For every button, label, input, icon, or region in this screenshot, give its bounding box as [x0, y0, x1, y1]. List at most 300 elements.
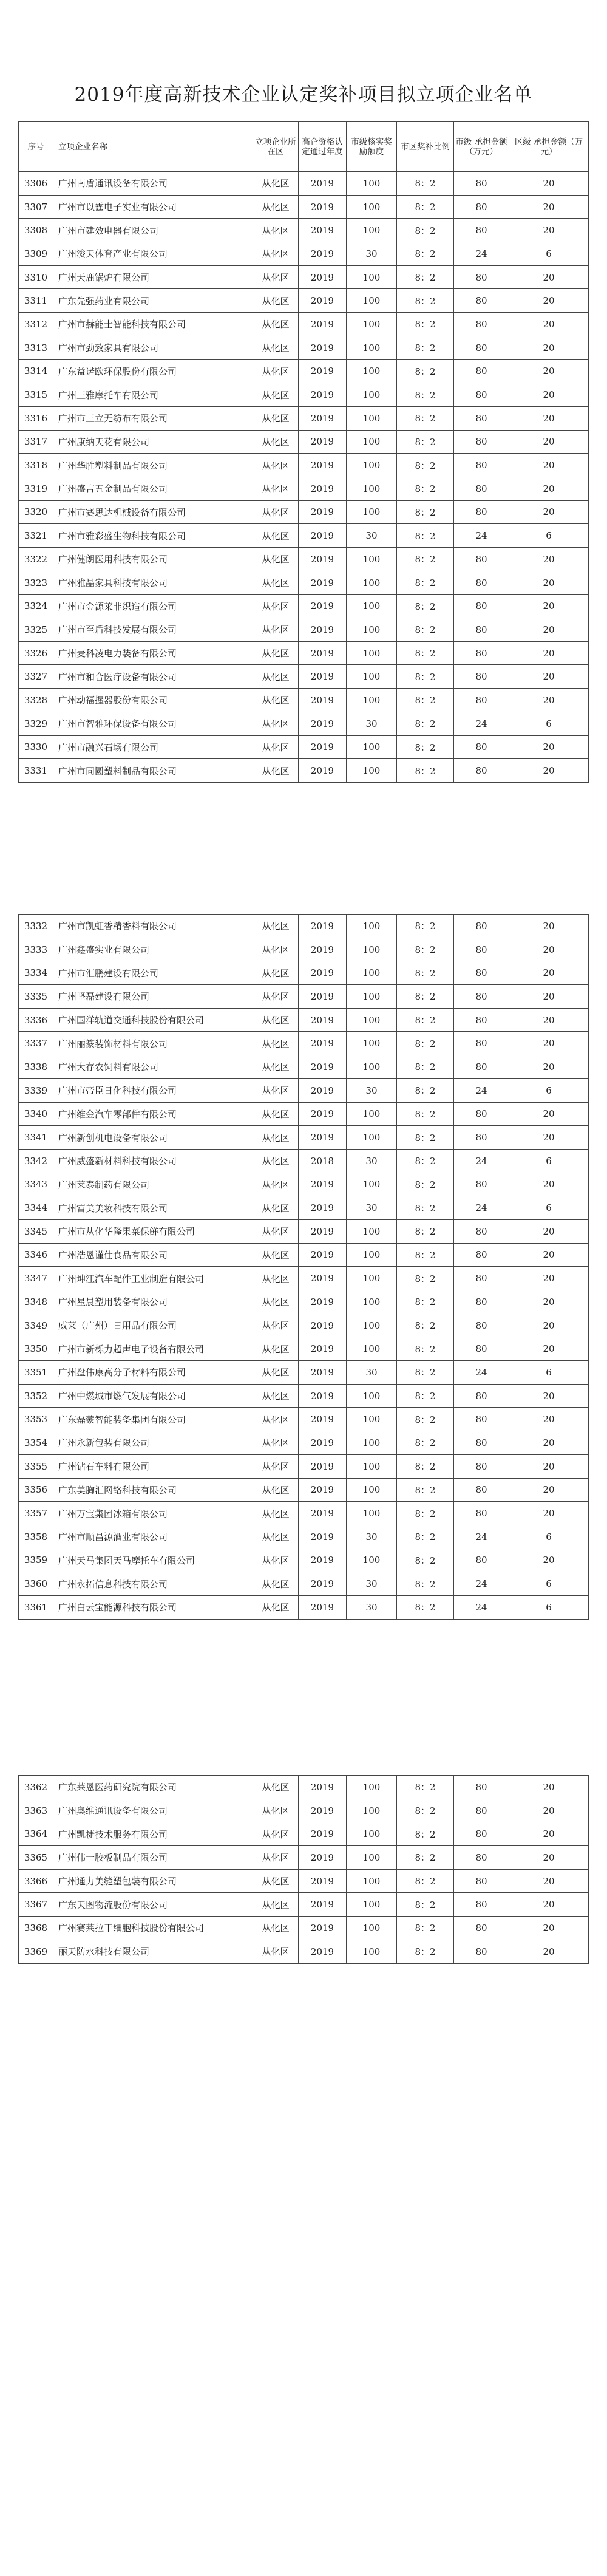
cell-city-award: 100: [347, 219, 397, 242]
cell-city-amount: 80: [454, 1917, 509, 1940]
cell-city-award: 100: [347, 265, 397, 289]
cell-district: 从化区: [253, 1799, 299, 1822]
cell-company-name: 广东莱恩医药研究院有限公司: [53, 1776, 253, 1799]
cell-city-award: 100: [347, 1549, 397, 1572]
table-row: [19, 1290, 589, 1314]
cell-district-amount: 20: [509, 289, 589, 313]
cell-ratio: 8：2: [397, 383, 454, 407]
cell-district: 从化区: [253, 1454, 299, 1478]
cell-index: 3349: [19, 1314, 53, 1337]
table-row: [19, 1595, 589, 1619]
table-row: [19, 1149, 589, 1173]
cell-city-amount: 80: [454, 1454, 509, 1478]
cell-city-award: 100: [347, 1454, 397, 1478]
cell-ratio: 8：2: [397, 1032, 454, 1055]
cell-city-award: 100: [347, 595, 397, 618]
cell-ratio: 8：2: [397, 242, 454, 266]
table-row: [19, 915, 589, 938]
cell-district: 从化区: [253, 219, 299, 242]
cell-ratio: 8：2: [397, 1384, 454, 1408]
cell-index: 3310: [19, 265, 53, 289]
cell-city-award: 100: [347, 289, 397, 313]
cell-company-name: 广州大存农饲料有限公司: [53, 1055, 253, 1079]
cell-ratio: 8：2: [397, 712, 454, 735]
cell-district: 从化区: [253, 1549, 299, 1572]
table-row: [19, 618, 589, 642]
cell-index: 3352: [19, 1384, 53, 1408]
cell-company-name: 广州市帝臣日化科技有限公司: [53, 1078, 253, 1102]
cell-ratio: 8：2: [397, 406, 454, 430]
cell-company-name: 威莱（广州）日用品有限公司: [53, 1314, 253, 1337]
cell-index: 3313: [19, 336, 53, 359]
cell-city-amount: 80: [454, 430, 509, 454]
cell-cert-year: 2019: [299, 915, 347, 938]
cell-cert-year: 2019: [299, 1243, 347, 1267]
cell-ratio: 8：2: [397, 1869, 454, 1893]
cell-ratio: 8：2: [397, 1502, 454, 1525]
cell-company-name: 广州盘伟康高分子材料有限公司: [53, 1361, 253, 1385]
cell-ratio: 8：2: [397, 735, 454, 759]
cell-company-name: 广州天鹿锅炉有限公司: [53, 265, 253, 289]
cell-city-amount: 80: [454, 985, 509, 1009]
cell-district: 从化区: [253, 548, 299, 571]
cell-district: 从化区: [253, 595, 299, 618]
cell-district: 从化区: [253, 689, 299, 712]
cell-district: 从化区: [253, 1243, 299, 1267]
cell-ratio: 8：2: [397, 618, 454, 642]
header-ratio: 市区奖补比例: [397, 122, 454, 172]
cell-cert-year: 2019: [299, 1869, 347, 1893]
cell-company-name: 广州市雅彩盛生物科技有限公司: [53, 524, 253, 548]
cell-ratio: 8：2: [397, 1102, 454, 1126]
cell-company-name: 广东先强药业有限公司: [53, 289, 253, 313]
cell-city-award: 100: [347, 618, 397, 642]
cell-city-amount: 24: [454, 1078, 509, 1102]
cell-city-amount: 80: [454, 548, 509, 571]
cell-district: 从化区: [253, 524, 299, 548]
cell-district: 从化区: [253, 1173, 299, 1196]
cell-index: 3353: [19, 1408, 53, 1431]
cell-company-name: 广州麦科凌电力装备有限公司: [53, 641, 253, 665]
cell-district-amount: 20: [509, 454, 589, 477]
cell-city-amount: 80: [454, 1940, 509, 1963]
cell-district-amount: 20: [509, 1008, 589, 1032]
cell-cert-year: 2019: [299, 406, 347, 430]
cell-company-name: 广州市新栎力超声电子设备有限公司: [53, 1337, 253, 1361]
cell-district-amount: 20: [509, 477, 589, 500]
cell-index: 3326: [19, 641, 53, 665]
cell-city-award: 100: [347, 500, 397, 524]
cell-city-award: 100: [347, 1478, 397, 1502]
cell-city-award: 100: [347, 735, 397, 759]
cell-city-award: 100: [347, 313, 397, 336]
cell-district-amount: 20: [509, 1549, 589, 1572]
cell-ratio: 8：2: [397, 336, 454, 359]
cell-city-amount: 80: [454, 1776, 509, 1799]
cell-index: 3356: [19, 1478, 53, 1502]
cell-district-amount: 6: [509, 1361, 589, 1385]
cell-company-name: 广州市凯虹香精香料有限公司: [53, 915, 253, 938]
cell-district: 从化区: [253, 242, 299, 266]
cell-ratio: 8：2: [397, 1846, 454, 1870]
cell-company-name: 广东天图物流股份有限公司: [53, 1893, 253, 1917]
cell-district-amount: 6: [509, 524, 589, 548]
cell-cert-year: 2019: [299, 1940, 347, 1963]
cell-city-amount: 24: [454, 1196, 509, 1220]
cell-district-amount: 20: [509, 1822, 589, 1846]
cell-cert-year: 2019: [299, 712, 347, 735]
cell-city-award: 100: [347, 172, 397, 196]
cell-city-amount: 80: [454, 195, 509, 219]
cell-city-amount: 80: [454, 289, 509, 313]
cell-district-amount: 6: [509, 712, 589, 735]
cell-ratio: 8：2: [397, 500, 454, 524]
cell-city-amount: 80: [454, 1478, 509, 1502]
table-row: [19, 689, 589, 712]
cell-cert-year: 2019: [299, 242, 347, 266]
cell-city-amount: 80: [454, 500, 509, 524]
cell-cert-year: 2019: [299, 938, 347, 961]
cell-city-award: 100: [347, 665, 397, 689]
cell-index: 3335: [19, 985, 53, 1009]
cell-district-amount: 20: [509, 383, 589, 407]
cell-district-amount: 20: [509, 571, 589, 595]
cell-cert-year: 2019: [299, 1219, 347, 1243]
cell-district-amount: 6: [509, 1572, 589, 1596]
cell-ratio: 8：2: [397, 1822, 454, 1846]
cell-cert-year: 2019: [299, 430, 347, 454]
table-row: [19, 219, 589, 242]
cell-cert-year: 2019: [299, 1314, 347, 1337]
cell-city-award: 100: [347, 548, 397, 571]
cell-cert-year: 2019: [299, 1290, 347, 1314]
cell-district-amount: 20: [509, 1454, 589, 1478]
table-row: [19, 1940, 589, 1963]
cell-ratio: 8：2: [397, 1776, 454, 1799]
cell-district-amount: 20: [509, 689, 589, 712]
cell-cert-year: 2019: [299, 961, 347, 985]
cell-district: 从化区: [253, 1572, 299, 1596]
cell-company-name: 广东磊蒙智能装备集团有限公司: [53, 1408, 253, 1431]
table-row: [19, 1337, 589, 1361]
cell-district: 从化区: [253, 1869, 299, 1893]
company-table-page-2: [18, 914, 589, 1620]
cell-city-amount: 80: [454, 172, 509, 196]
table-row: [19, 1776, 589, 1799]
cell-city-award: 100: [347, 1267, 397, 1290]
cell-district-amount: 20: [509, 1846, 589, 1870]
cell-index: 3314: [19, 359, 53, 383]
cell-district: 从化区: [253, 406, 299, 430]
cell-cert-year: 2019: [299, 1454, 347, 1478]
cell-index: 3309: [19, 242, 53, 266]
cell-company-name: 广州威盛新材料科技有限公司: [53, 1149, 253, 1173]
cell-district-amount: 20: [509, 665, 589, 689]
table-row: [19, 195, 589, 219]
cell-district-amount: 20: [509, 1478, 589, 1502]
cell-company-name: 广州天马集团天马摩托车有限公司: [53, 1549, 253, 1572]
cell-city-award: 100: [347, 938, 397, 961]
cell-city-award: 100: [347, 1799, 397, 1822]
cell-district: 从化区: [253, 1776, 299, 1799]
cell-index: 3361: [19, 1595, 53, 1619]
table-row: [19, 1846, 589, 1870]
cell-cert-year: 2019: [299, 265, 347, 289]
table-row: [19, 759, 589, 783]
table-row: [19, 500, 589, 524]
cell-cert-year: 2019: [299, 195, 347, 219]
cell-ratio: 8：2: [397, 1196, 454, 1220]
cell-district-amount: 20: [509, 618, 589, 642]
cell-city-amount: 80: [454, 1822, 509, 1846]
cell-cert-year: 2019: [299, 524, 347, 548]
cell-cert-year: 2019: [299, 1502, 347, 1525]
cell-index: 3320: [19, 500, 53, 524]
cell-cert-year: 2019: [299, 1384, 347, 1408]
table-row: [19, 1243, 589, 1267]
cell-city-amount: 24: [454, 1525, 509, 1549]
cell-city-amount: 24: [454, 1361, 509, 1385]
cell-city-amount: 24: [454, 242, 509, 266]
cell-city-amount: 80: [454, 383, 509, 407]
cell-company-name: 广州康纳天花有限公司: [53, 430, 253, 454]
cell-district: 从化区: [253, 759, 299, 783]
cell-index: 3348: [19, 1290, 53, 1314]
cell-district: 从化区: [253, 1055, 299, 1079]
header-company-name: 立项企业名称: [53, 122, 253, 172]
cell-cert-year: 2019: [299, 759, 347, 783]
cell-cert-year: 2019: [299, 1196, 347, 1220]
cell-ratio: 8：2: [397, 172, 454, 196]
cell-district: 从化区: [253, 1361, 299, 1385]
cell-ratio: 8：2: [397, 1055, 454, 1079]
cell-ratio: 8：2: [397, 1431, 454, 1455]
table-row: [19, 1822, 589, 1846]
cell-ratio: 8：2: [397, 665, 454, 689]
page-title: 2019年度高新技术企业认定奖补项目拟立项企业名单: [74, 84, 533, 106]
table-row: [19, 242, 589, 266]
cell-company-name: 广州市汇鹏建设有限公司: [53, 961, 253, 985]
table-row: [19, 1525, 589, 1549]
table-row: [19, 1549, 589, 1572]
cell-index: 3312: [19, 313, 53, 336]
cell-cert-year: 2019: [299, 1799, 347, 1822]
cell-district: 从化区: [253, 1502, 299, 1525]
cell-city-amount: 80: [454, 1799, 509, 1822]
cell-district: 从化区: [253, 1478, 299, 1502]
cell-cert-year: 2019: [299, 172, 347, 196]
cell-district-amount: 20: [509, 1102, 589, 1126]
cell-index: 3307: [19, 195, 53, 219]
cell-company-name: 广州伟一胶板制品有限公司: [53, 1846, 253, 1870]
cell-index: 3329: [19, 712, 53, 735]
table-row: [19, 313, 589, 336]
cell-district-amount: 20: [509, 265, 589, 289]
cell-company-name: 广州凯捷技术服务有限公司: [53, 1822, 253, 1846]
cell-city-award: 100: [347, 1822, 397, 1846]
cell-district: 从化区: [253, 1408, 299, 1431]
cell-index: 3331: [19, 759, 53, 783]
table-row: [19, 1032, 589, 1055]
cell-city-award: 100: [347, 1102, 397, 1126]
cell-ratio: 8：2: [397, 1267, 454, 1290]
cell-index: 3351: [19, 1361, 53, 1385]
table-row: [19, 336, 589, 359]
cell-index: 3321: [19, 524, 53, 548]
cell-district-amount: 20: [509, 1126, 589, 1150]
cell-cert-year: 2019: [299, 477, 347, 500]
cell-index: 3340: [19, 1102, 53, 1126]
cell-company-name: 广州市三立无纺布有限公司: [53, 406, 253, 430]
cell-index: 3368: [19, 1917, 53, 1940]
table-row: [19, 571, 589, 595]
cell-cert-year: 2019: [299, 1549, 347, 1572]
table-row: [19, 477, 589, 500]
cell-city-award: 100: [347, 1893, 397, 1917]
cell-district: 从化区: [253, 961, 299, 985]
cell-index: 3316: [19, 406, 53, 430]
cell-city-amount: 80: [454, 1173, 509, 1196]
cell-city-amount: 24: [454, 1595, 509, 1619]
cell-index: 3334: [19, 961, 53, 985]
cell-cert-year: 2019: [299, 1776, 347, 1799]
cell-index: 3347: [19, 1267, 53, 1290]
cell-district-amount: 20: [509, 1917, 589, 1940]
cell-city-amount: 24: [454, 1149, 509, 1173]
cell-company-name: 广州维金汽车零部件有限公司: [53, 1102, 253, 1126]
cell-district-amount: 20: [509, 595, 589, 618]
cell-company-name: 广州市智雅环保设备有限公司: [53, 712, 253, 735]
cell-company-name: 广州健朗医用科技有限公司: [53, 548, 253, 571]
cell-city-amount: 80: [454, 938, 509, 961]
cell-ratio: 8：2: [397, 313, 454, 336]
cell-district: 从化区: [253, 1290, 299, 1314]
table-header-row: [19, 122, 589, 172]
cell-city-award: 100: [347, 195, 397, 219]
cell-district: 从化区: [253, 985, 299, 1009]
cell-district: 从化区: [253, 289, 299, 313]
cell-district-amount: 20: [509, 1290, 589, 1314]
cell-city-amount: 80: [454, 618, 509, 642]
cell-city-award: 30: [347, 712, 397, 735]
table-row: [19, 1431, 589, 1455]
cell-district-amount: 20: [509, 641, 589, 665]
cell-cert-year: 2019: [299, 1846, 347, 1870]
cell-index: 3333: [19, 938, 53, 961]
cell-ratio: 8：2: [397, 571, 454, 595]
cell-company-name: 广州鑫盛实业有限公司: [53, 938, 253, 961]
cell-index: 3342: [19, 1149, 53, 1173]
cell-ratio: 8：2: [397, 359, 454, 383]
cell-cert-year: 2019: [299, 1055, 347, 1079]
cell-district: 从化区: [253, 1078, 299, 1102]
cell-cert-year: 2019: [299, 641, 347, 665]
table-row: [19, 289, 589, 313]
cell-district: 从化区: [253, 938, 299, 961]
cell-city-amount: 80: [454, 1102, 509, 1126]
cell-ratio: 8：2: [397, 961, 454, 985]
table-row: [19, 430, 589, 454]
cell-cert-year: 2019: [299, 1893, 347, 1917]
cell-company-name: 广州华胜塑料制品有限公司: [53, 454, 253, 477]
cell-district-amount: 20: [509, 313, 589, 336]
cell-index: 3332: [19, 915, 53, 938]
table-row: [19, 1078, 589, 1102]
cell-ratio: 8：2: [397, 1940, 454, 1963]
cell-city-award: 100: [347, 1940, 397, 1963]
cell-district-amount: 20: [509, 1314, 589, 1337]
cell-company-name: 广州市以霆电子实业有限公司: [53, 195, 253, 219]
cell-cert-year: 2019: [299, 689, 347, 712]
cell-district: 从化区: [253, 430, 299, 454]
cell-city-award: 30: [347, 1595, 397, 1619]
cell-city-amount: 80: [454, 1502, 509, 1525]
table-row: [19, 1219, 589, 1243]
cell-cert-year: 2019: [299, 1102, 347, 1126]
table-row: [19, 265, 589, 289]
cell-company-name: 广州市融兴石场有限公司: [53, 735, 253, 759]
cell-city-award: 100: [347, 477, 397, 500]
cell-index: 3319: [19, 477, 53, 500]
cell-company-name: 广州市赛思达机械设备有限公司: [53, 500, 253, 524]
cell-ratio: 8：2: [397, 477, 454, 500]
cell-index: 3364: [19, 1822, 53, 1846]
cell-cert-year: 2019: [299, 454, 347, 477]
cell-city-amount: 80: [454, 1384, 509, 1408]
cell-city-amount: 80: [454, 454, 509, 477]
cell-cert-year: 2019: [299, 313, 347, 336]
cell-ratio: 8：2: [397, 1572, 454, 1596]
cell-cert-year: 2019: [299, 336, 347, 359]
cell-cert-year: 2019: [299, 665, 347, 689]
cell-district-amount: 6: [509, 1595, 589, 1619]
cell-index: 3344: [19, 1196, 53, 1220]
cell-district: 从化区: [253, 1267, 299, 1290]
cell-ratio: 8：2: [397, 524, 454, 548]
cell-company-name: 广东美胸汇网络科技有限公司: [53, 1478, 253, 1502]
cell-city-amount: 80: [454, 1243, 509, 1267]
table-row: [19, 1126, 589, 1150]
cell-index: 3363: [19, 1799, 53, 1822]
cell-district-amount: 6: [509, 242, 589, 266]
cell-city-amount: 80: [454, 689, 509, 712]
cell-city-amount: 80: [454, 1869, 509, 1893]
header-city-amount: 市级 承担金额（万元）: [454, 122, 509, 172]
header-city-award: 市级核实奖励额度: [347, 122, 397, 172]
cell-ratio: 8：2: [397, 1337, 454, 1361]
cell-district-amount: 20: [509, 1431, 589, 1455]
table-row: [19, 1267, 589, 1290]
cell-district: 从化区: [253, 1431, 299, 1455]
cell-district: 从化区: [253, 735, 299, 759]
cell-index: 3322: [19, 548, 53, 571]
cell-company-name: 广州雅晶家具科技有限公司: [53, 571, 253, 595]
cell-district-amount: 20: [509, 1032, 589, 1055]
cell-district-amount: 20: [509, 219, 589, 242]
cell-city-amount: 80: [454, 1431, 509, 1455]
cell-city-award: 30: [347, 242, 397, 266]
cell-ratio: 8：2: [397, 1173, 454, 1196]
cell-cert-year: 2019: [299, 289, 347, 313]
cell-city-award: 100: [347, 383, 397, 407]
cell-city-amount: 80: [454, 1126, 509, 1150]
cell-district: 从化区: [253, 313, 299, 336]
table-row: [19, 1196, 589, 1220]
cell-city-amount: 80: [454, 219, 509, 242]
cell-company-name: 广东益诺欧环保股份有限公司: [53, 359, 253, 383]
cell-city-award: 100: [347, 961, 397, 985]
cell-company-name: 广州三雅摩托车有限公司: [53, 383, 253, 407]
